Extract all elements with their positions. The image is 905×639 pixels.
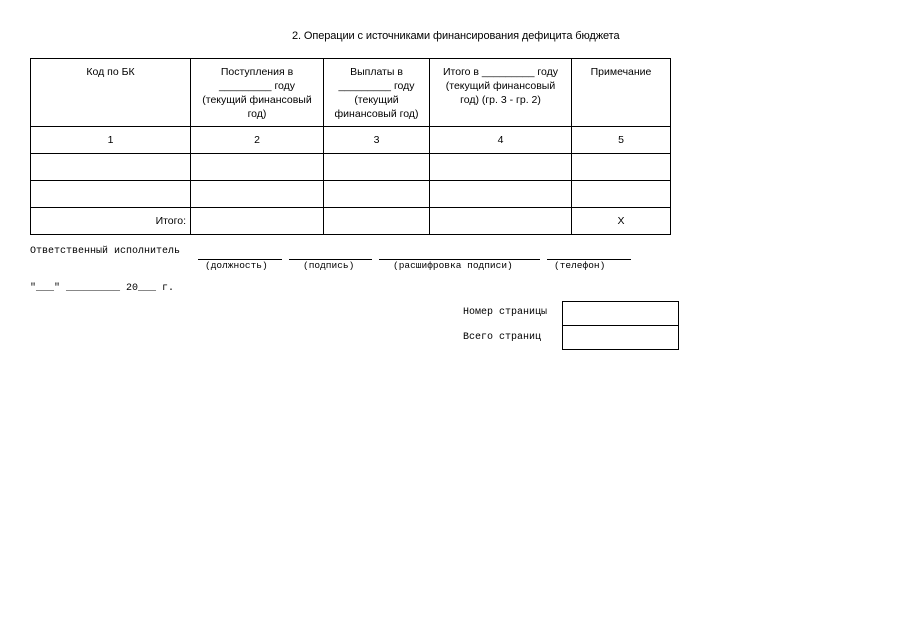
total-pages-field[interactable] (563, 326, 679, 350)
table-cell[interactable] (572, 154, 671, 181)
budget-deficit-financing-table (30, 58, 671, 235)
table-cell[interactable] (324, 181, 430, 208)
column-number: 5 (572, 127, 671, 154)
report-section-title: 2. Операции с источниками финансирования дефицита бюджета (292, 30, 620, 42)
table-cell[interactable] (31, 181, 191, 208)
total-row (31, 208, 671, 235)
caption-signature: (подпись) (303, 260, 355, 271)
column-number: 1 (31, 127, 191, 154)
pages-box (562, 301, 679, 350)
page-number-label: Номер страницы (463, 307, 548, 318)
table-cell[interactable] (430, 181, 572, 208)
total-pages-label: Всего страниц (463, 332, 542, 343)
header-bk-code: Код по БК (31, 59, 191, 127)
header-payments: Выплаты в _________ году (текущий финансовый год) (324, 59, 430, 127)
caption-position: (должность) (205, 260, 268, 271)
table-cell[interactable] (324, 154, 430, 181)
total-label: Итого: (31, 208, 191, 235)
table-cell[interactable] (430, 208, 572, 235)
column-number: 3 (324, 127, 430, 154)
table-header-row (31, 59, 671, 127)
table-cell[interactable] (324, 208, 430, 235)
caption-phone: (телефон) (554, 260, 606, 271)
column-number: 2 (191, 127, 324, 154)
table-cell[interactable] (191, 181, 324, 208)
table-row (31, 181, 671, 208)
table-cell[interactable] (31, 154, 191, 181)
table-cell[interactable] (572, 181, 671, 208)
page-number-field[interactable] (563, 302, 679, 326)
total-note-cell: X (572, 208, 671, 235)
header-total: Итого в _________ году (текущий финансовый год) (гр. 3 - гр. 2) (430, 59, 572, 127)
header-receipts: Поступления в _________ году (текущий финансовый год) (191, 59, 324, 127)
table-cell[interactable] (191, 154, 324, 181)
column-number-row (31, 127, 671, 154)
table-cell[interactable] (191, 208, 324, 235)
responsible-executor-label: Ответственный исполнитель (30, 246, 181, 257)
table-cell[interactable] (430, 154, 572, 181)
caption-signature-decoding: (расшифровка подписи) (393, 260, 513, 271)
table-row (31, 154, 671, 181)
header-note: Примечание (572, 59, 671, 127)
date-line: "___" _________ 20___ г. (30, 283, 175, 294)
column-number: 4 (430, 127, 572, 154)
